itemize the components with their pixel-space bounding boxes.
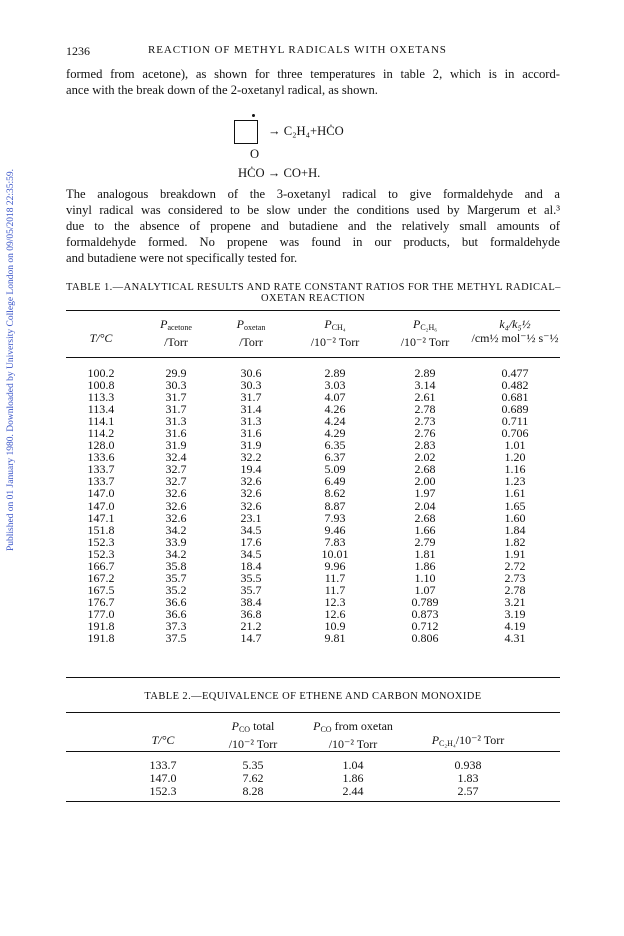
cell-p-acetone: 33.9 [165,534,187,549]
table2-header-rule [66,751,560,752]
running-header [66,44,560,60]
cell-p-co-total: 8.28 [242,784,264,798]
cell-temperature: 147.0 [87,486,115,501]
cell-p-ch4: 6.49 [324,474,346,489]
cell-p-oxetan: 36.8 [240,606,262,621]
cell-rate-ratio: 0.482 [501,378,529,393]
cell-p-ch4: 8.62 [324,486,346,501]
cell-rate-ratio: 4.19 [504,618,526,633]
cell-p-acetone: 31.7 [165,390,187,405]
download-notice-text: Published on 01 January 1980. Downloaded by University College London on 09/05/2018 22:35:59. [6,168,16,552]
header-p-oxetan [216,317,286,349]
cell-p-acetone: 37.3 [165,618,187,633]
table-row [66,451,560,463]
table1-caption [66,282,560,304]
cell-p-acetone: 32.6 [165,486,187,501]
cell-p-ch4: 8.87 [324,498,346,513]
cell-p-c2h6: 2.02 [414,450,436,465]
cell-p-acetone: 30.3 [165,378,187,393]
cell-p-oxetan: 19.4 [240,462,262,477]
symbol: P [313,719,321,733]
cell-rate-ratio: 0.706 [501,426,529,441]
cell-rate-ratio: 2.78 [504,582,526,597]
header-rate-ratio [470,317,560,345]
cell-rate-ratio: 0.689 [501,402,529,417]
running-title: REACTION OF METHYL RADICALS WITH OXETANS [148,44,447,56]
cell-p-c2h6: 1.66 [414,522,436,537]
cell-temperature: 114.2 [87,426,115,441]
cell-p-c2h6: 2.61 [414,390,436,405]
cell-p-oxetan: 31.7 [240,390,262,405]
table-row [66,536,560,548]
cell-p-c2h6: 2.79 [414,534,436,549]
unit: /10⁻² Torr [228,737,278,751]
cell-p-oxetan: 31.9 [240,438,262,453]
cell-rate-ratio: 1.65 [504,498,526,513]
cell-p-co-oxetan: 1.86 [342,771,364,785]
cell-temperature: 100.2 [87,366,115,380]
cell-p-co-oxetan: 2.44 [342,784,364,798]
table-row [66,608,560,620]
reaction-scheme [66,110,560,190]
cell-p-oxetan: 31.3 [240,414,262,429]
cell-rate-ratio: 1.82 [504,534,526,549]
cell-p-oxetan: 34.5 [240,522,262,537]
cell-p-oxetan: 30.3 [240,378,262,393]
cell-p-acetone: 31.7 [165,402,187,417]
cell-p-oxetan: 21.2 [240,618,262,633]
ring-oxygen-atom: O [250,147,260,161]
subscript: C₂H₄ [439,739,456,748]
cell-p-c2h6: 1.81 [414,546,436,561]
cell-p-ch4: 4.26 [324,402,346,417]
radical-dot-icon [252,114,255,117]
cell-p-c2h6: 2.78 [414,402,436,417]
cell-p-acetone: 35.7 [165,570,187,585]
text-line: formaldehyde formed. No propene was found in our products, but formaldehyde [66,235,560,249]
table2-bottom-rule [66,801,560,802]
cell-p-oxetan: 17.6 [240,534,262,549]
intro-paragraph [66,66,560,98]
table-row [66,487,560,499]
cell-p-acetone: 29.9 [165,366,187,380]
table1-caption-line: TABLE 1.—ANALYTICAL RESULTS AND RATE CONSTANT RATIOS FOR THE METHYL RADICAL– [66,282,561,293]
header-p-acetone [141,317,211,349]
text-line: ance with the break down of the 2-oxetanyl radical, as shown. [66,83,378,97]
cell-p-acetone: 37.5 [165,631,187,646]
body-paragraph [66,186,560,266]
table-row [66,379,560,391]
table-row [66,560,560,572]
cell-rate-ratio: 1.91 [504,546,526,561]
cell-p-oxetan: 35.5 [240,570,262,585]
cell-rate-ratio: 4.31 [504,631,526,646]
cell-rate-ratio: 0.681 [501,390,529,405]
cell-rate-ratio: 2.73 [504,570,526,585]
cell-p-ch4: 4.29 [324,426,346,441]
table-row [66,391,560,403]
cell-p-c2h6: 2.76 [414,426,436,441]
cell-p-ch4: 9.81 [324,631,346,646]
cell-p-ch4: 5.09 [324,462,346,477]
cell-temperature: 113.3 [87,390,115,405]
unit: /Torr [164,335,188,349]
cell-p-acetone: 31.9 [165,438,187,453]
header-p-c2h6 [385,317,465,349]
cell-temperature: 114.1 [87,414,115,429]
cell-p-acetone: 34.2 [165,522,187,537]
cell-p-oxetan: 31.6 [240,426,262,441]
download-notice-sidebar [3,120,19,600]
table1-caption-line: OXETAN REACTION [260,293,366,304]
cell-p-c2h6: 1.86 [414,558,436,573]
label: total [253,719,275,733]
cell-p-ch4: 7.83 [324,534,346,549]
table1-header-rule [66,357,560,358]
cell-rate-ratio: 1.84 [504,522,526,537]
symbol: P [324,317,332,331]
cell-p-co-oxetan: 1.04 [342,758,364,772]
cell-p-c2h6: 3.14 [414,378,436,393]
cell-rate-ratio: 3.21 [504,594,526,609]
cell-p-oxetan: 32.2 [240,450,262,465]
cell-temperature: 128.0 [87,438,115,453]
table-row [66,512,560,524]
cell-p-c2h4: 0.938 [454,758,482,772]
table-row [66,463,560,475]
cell-rate-ratio: 0.711 [501,414,529,429]
cell-p-co-total: 7.62 [242,771,264,785]
header-temperature [118,733,208,747]
cell-p-co-total: 5.35 [242,758,264,772]
text-line: due to the absence of propene and butadiene and the relatively small amounts of [66,219,560,233]
cell-p-acetone: 35.2 [165,582,187,597]
cell-p-acetone: 32.4 [165,450,187,465]
table-row [66,620,560,632]
cell-p-oxetan: 32.6 [240,474,262,489]
cell-rate-ratio: 1.01 [504,438,526,453]
cell-p-acetone: 36.6 [165,606,187,621]
header-p-co-total [208,719,298,751]
symbol: P [412,317,421,331]
cell-rate-ratio: 1.60 [504,510,526,525]
cell-p-oxetan: 32.6 [240,486,262,501]
cell-p-ch4: 11.7 [324,570,346,585]
cell-rate-ratio: 1.16 [504,462,526,477]
table-row [66,632,560,644]
cell-p-ch4: 6.37 [324,450,346,465]
cell-p-c2h6: 2.73 [414,414,436,429]
text-line: formed from acetone), as shown for three temperatures in table 2, which is in accord- [66,67,560,81]
table-row [66,596,560,608]
cell-p-acetone: 32.7 [165,462,187,477]
table-row [66,524,560,536]
cell-p-oxetan: 31.4 [240,402,262,417]
cell-p-ch4: 4.07 [324,390,346,405]
cell-p-ch4: 12.3 [324,594,346,609]
cell-temperature: 191.8 [87,631,115,646]
cell-p-c2h6: 0.712 [411,618,439,633]
cell-p-oxetan: 23.1 [240,510,262,525]
cell-p-c2h6: 2.89 [414,366,436,380]
cell-p-ch4: 12.6 [324,606,346,621]
cell-rate-ratio: 2.72 [504,558,526,573]
table-row [66,785,560,798]
cell-temperature: 176.7 [87,594,115,609]
cell-p-acetone: 34.2 [165,546,187,561]
unit: /10⁻² Torr [328,737,378,751]
subscript: acetone [167,323,192,332]
cell-p-c2h6: 2.04 [414,498,436,513]
cell-p-acetone: 32.7 [165,474,187,489]
cell-p-acetone: 31.6 [165,426,187,441]
table2-body [66,759,560,798]
unit: /cm½ mol⁻½ s⁻½ [471,331,559,345]
symbol: P [160,317,168,331]
text-line: and butadiene were not specifically tested for. [66,251,298,265]
symbol: k₄/k₅½ [499,317,531,331]
cell-rate-ratio: 3.19 [504,606,526,621]
cell-p-ch4: 11.7 [324,582,346,597]
cell-p-c2h4: 1.83 [457,771,479,785]
header-temperature-label: T/°C [151,733,175,747]
cell-p-ch4: 9.96 [324,558,346,573]
header-p-c2h4 [398,733,538,751]
reaction-equation-1: → C₂H₄+HĊO [268,124,344,138]
cell-p-oxetan: 18.4 [240,558,262,573]
symbol: P [431,733,440,747]
cell-p-acetone: 32.6 [165,498,187,513]
unit: /10⁻² Torr [310,335,360,349]
cell-p-c2h6: 2.68 [414,462,436,477]
cell-p-ch4: 4.24 [324,414,346,429]
symbol: P [236,317,244,331]
cell-temperature: 177.0 [87,606,115,621]
table1-bottom-rule [66,677,560,678]
header-temperature [66,331,136,345]
table-row [66,403,560,415]
cell-p-ch4: 10.9 [324,618,346,633]
table-row [66,572,560,584]
cell-temperature: 151.8 [87,522,115,537]
header-p-ch4 [295,317,375,349]
page-number: 1236 [66,44,90,58]
table1-header [66,317,560,355]
subscript: oxetan [244,323,266,332]
table-row [66,548,560,560]
cell-temperature: 147.0 [149,771,177,785]
cell-p-oxetan: 35.7 [240,582,262,597]
cell-rate-ratio: 1.23 [504,474,526,489]
cell-p-c2h6: 0.873 [411,606,439,621]
cell-temperature: 133.7 [87,462,115,477]
cell-p-acetone: 36.6 [165,594,187,609]
table2-caption: TABLE 2.—EQUIVALENCE OF ETHENE AND CARBON MONOXIDE [144,691,482,702]
cell-rate-ratio: 1.20 [504,450,526,465]
cell-p-ch4: 2.89 [324,366,346,380]
unit: /Torr [239,335,263,349]
cell-p-c2h6: 1.07 [414,582,436,597]
header-temperature-label: T/°C [89,331,113,345]
cell-p-c2h6: 2.00 [414,474,436,489]
unit: /10⁻² Torr [455,733,505,747]
cell-p-acetone: 35.8 [165,558,187,573]
table-row [66,427,560,439]
cell-p-oxetan: 34.5 [240,546,262,561]
cell-p-c2h6: 2.83 [414,438,436,453]
subscript: CO [238,725,251,734]
cell-p-c2h6: 1.97 [414,486,436,501]
subscript: C₂H₆ [420,323,438,332]
cell-rate-ratio: 0.477 [501,366,529,380]
reaction-equation-2: HĊO → CO+H. [238,166,321,180]
cell-temperature: 167.5 [87,582,115,597]
cell-temperature: 191.8 [87,618,115,633]
table1-top-rule [66,310,560,311]
cell-temperature: 133.6 [87,450,115,465]
cell-p-oxetan: 30.6 [240,366,262,380]
cell-temperature: 152.3 [87,546,115,561]
cell-temperature: 166.7 [87,558,115,573]
table-row [66,475,560,487]
cell-temperature: 113.4 [87,402,115,417]
cell-rate-ratio: 1.61 [504,486,526,501]
cell-p-ch4: 6.35 [324,438,346,453]
cell-temperature: 133.7 [87,474,115,489]
unit: /10⁻² Torr [400,335,450,349]
table-row [66,759,560,772]
subscript: CH₄ [331,323,346,332]
table-row [66,500,560,512]
cell-temperature: 100.8 [87,378,115,393]
table-row [66,367,560,379]
table-row [66,772,560,785]
label: from oxetan [334,719,393,733]
cell-temperature: 152.3 [87,534,115,549]
cell-temperature: 152.3 [149,784,177,798]
subscript: CO [320,725,332,734]
cell-p-ch4: 9.46 [324,522,346,537]
cell-p-c2h4: 2.57 [457,784,479,798]
cell-p-oxetan: 14.7 [240,631,262,646]
cell-p-ch4: 10.01 [321,546,349,561]
cell-p-ch4: 7.93 [324,510,346,525]
table-row [66,439,560,451]
cell-p-ch4: 3.03 [324,378,346,393]
cell-p-acetone: 32.6 [165,510,187,525]
cell-p-c2h6: 2.68 [414,510,436,525]
journal-page [66,0,560,936]
table1-body [66,367,560,644]
table-row [66,584,560,596]
symbol: P [231,719,239,733]
oxetanyl-ring-icon [234,120,258,144]
text-line: vinyl radical was considered to be slow under the conditions used by Margerum et al.³ [66,203,560,217]
cell-p-acetone: 31.3 [165,414,187,429]
cell-p-c2h6: 0.789 [411,594,439,609]
cell-p-c2h6: 1.10 [414,570,436,585]
cell-temperature: 147.1 [87,510,115,525]
table2-top-rule [66,712,560,713]
table2-header [66,719,560,749]
cell-p-c2h6: 0.806 [411,631,439,646]
cell-temperature: 133.7 [149,758,177,772]
cell-p-oxetan: 38.4 [240,594,262,609]
cell-p-oxetan: 32.6 [240,498,262,513]
cell-temperature: 167.2 [87,570,115,585]
cell-temperature: 147.0 [87,498,115,513]
text-line: The analogous breakdown of the 3-oxetanyl radical to give formaldehyde and a [66,187,560,201]
table-row [66,415,560,427]
